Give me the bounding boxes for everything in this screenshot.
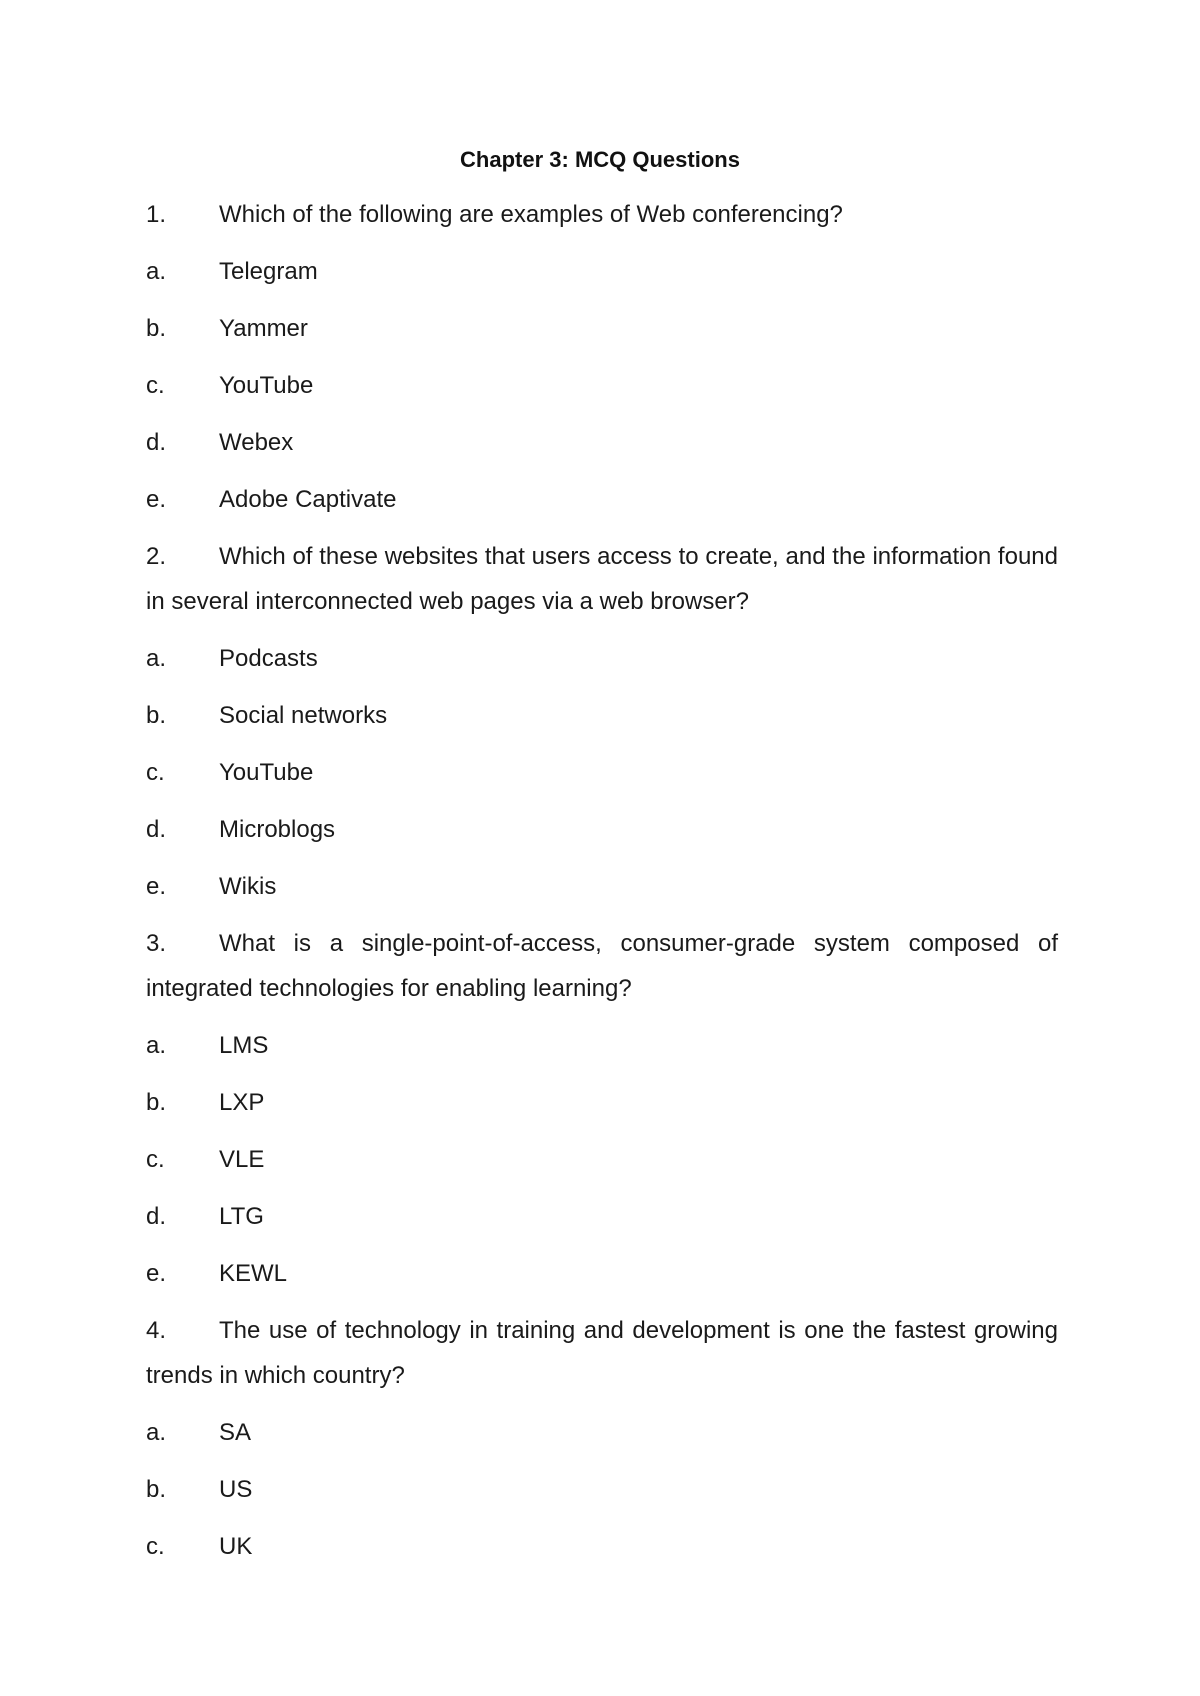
option-text: LMS bbox=[219, 1032, 269, 1059]
question-text: The use of technology in training and development is one the fastest growing trends in which country? bbox=[146, 1317, 1058, 1389]
option-4b bbox=[146, 1467, 1058, 1512]
option-letter: e. bbox=[146, 1260, 167, 1287]
option-2d bbox=[146, 807, 1058, 852]
option-text: KEWL bbox=[219, 1260, 288, 1287]
option-text: Yammer bbox=[219, 315, 308, 342]
option-text: Adobe Captivate bbox=[219, 486, 397, 513]
option-letter: c. bbox=[146, 759, 165, 786]
option-letter: b. bbox=[146, 315, 167, 342]
option-2e bbox=[146, 864, 1058, 909]
option-1d bbox=[146, 420, 1058, 465]
question-number: 1. bbox=[146, 201, 167, 228]
option-text: VLE bbox=[219, 1146, 265, 1173]
option-3a bbox=[146, 1023, 1058, 1068]
option-letter: e. bbox=[146, 486, 167, 513]
option-3b bbox=[146, 1080, 1058, 1125]
option-3d bbox=[146, 1194, 1058, 1239]
question-number: 3. bbox=[146, 930, 167, 957]
option-letter: b. bbox=[146, 1476, 167, 1503]
option-text: US bbox=[219, 1476, 253, 1503]
question-2 bbox=[146, 534, 1058, 624]
option-text: Social networks bbox=[219, 702, 388, 729]
question-text: What is a single-point-of-access, consumer-grade system composed of integrated technologies for enabling learning? bbox=[146, 930, 1058, 1002]
option-letter: a. bbox=[146, 1419, 167, 1446]
option-letter: d. bbox=[146, 1203, 167, 1230]
option-1e bbox=[146, 477, 1058, 522]
page-title: Chapter 3: MCQ Questions bbox=[460, 147, 740, 172]
option-1a bbox=[146, 249, 1058, 294]
option-text: Wikis bbox=[219, 873, 277, 900]
option-text: UK bbox=[219, 1533, 253, 1560]
option-text: Webex bbox=[219, 429, 294, 456]
option-1c bbox=[146, 363, 1058, 408]
option-text: LTG bbox=[219, 1203, 264, 1230]
option-letter: b. bbox=[146, 702, 167, 729]
question-4 bbox=[146, 1308, 1058, 1398]
option-letter: a. bbox=[146, 1032, 167, 1059]
option-letter: a. bbox=[146, 258, 167, 285]
option-letter: c. bbox=[146, 1146, 165, 1173]
option-text: LXP bbox=[219, 1089, 265, 1116]
option-text: SA bbox=[219, 1419, 252, 1446]
option-text: Telegram bbox=[219, 258, 318, 285]
option-letter: a. bbox=[146, 645, 167, 672]
option-letter: e. bbox=[146, 873, 167, 900]
option-text: Microblogs bbox=[219, 816, 336, 843]
option-4c bbox=[146, 1524, 1058, 1569]
option-2c bbox=[146, 750, 1058, 795]
option-3c bbox=[146, 1137, 1058, 1182]
option-3e bbox=[146, 1251, 1058, 1296]
question-3 bbox=[146, 921, 1058, 1011]
option-letter: b. bbox=[146, 1089, 167, 1116]
question-number: 2. bbox=[146, 543, 167, 570]
question-text: Which of these websites that users access to create, and the information found in several interconnected web pages via a web browser? bbox=[146, 543, 1058, 615]
option-text: YouTube bbox=[219, 372, 314, 399]
question-1 bbox=[146, 192, 1058, 237]
option-2a bbox=[146, 636, 1058, 681]
option-letter: d. bbox=[146, 429, 167, 456]
option-letter: c. bbox=[146, 372, 165, 399]
option-1b bbox=[146, 306, 1058, 351]
question-text: Which of the following are examples of Web conferencing? bbox=[219, 201, 843, 228]
option-letter: d. bbox=[146, 816, 167, 843]
option-text: Podcasts bbox=[219, 645, 318, 672]
question-list bbox=[146, 192, 1058, 1581]
question-number: 4. bbox=[146, 1317, 167, 1344]
option-letter: c. bbox=[146, 1533, 165, 1560]
option-4a bbox=[146, 1410, 1058, 1455]
option-text: YouTube bbox=[219, 759, 314, 786]
option-2b bbox=[146, 693, 1058, 738]
